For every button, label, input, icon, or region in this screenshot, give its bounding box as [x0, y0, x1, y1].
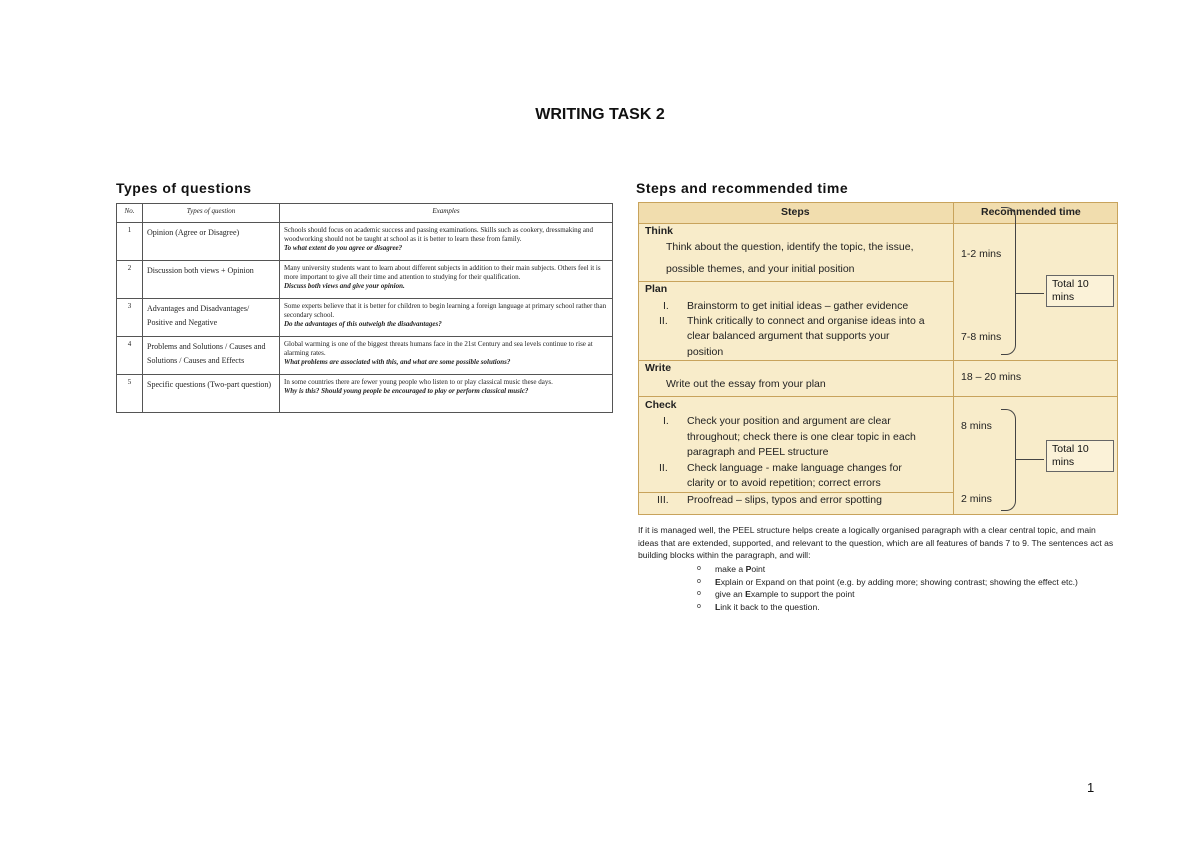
row-divider — [639, 396, 1117, 397]
brace-bottom — [1001, 409, 1016, 511]
row-divider — [639, 281, 954, 282]
column-divider — [953, 203, 954, 514]
table-row — [117, 375, 613, 413]
brace-tip — [1016, 459, 1044, 460]
think-line: Think about the question, identify the topic, the issue, — [666, 241, 914, 253]
peel-list — [697, 563, 1117, 613]
row-example: In some countries there are fewer young people who listen to or play classical music these days. Why is this? Should young people be encouraged to play or perform classical music? — [280, 375, 613, 413]
row-divider — [639, 492, 954, 493]
row-no: 2 — [117, 261, 143, 299]
row-type: Advantages and Disadvantages/ Positive and Negative — [143, 299, 280, 337]
list-item: o make a Point — [697, 563, 1117, 576]
page-title: WRITING TASK 2 — [535, 106, 665, 123]
row-type: Problems and Solutions / Causes and Solutions / Causes and Effects — [143, 337, 280, 375]
steps-heading: Steps and recommended time — [636, 180, 849, 196]
check-line: Check language - make language changes for — [687, 462, 902, 474]
check-line: Check your position and argument are clear — [687, 415, 891, 427]
write-label: Write — [645, 362, 672, 374]
header-steps: Steps — [781, 206, 810, 218]
check-label: Check — [645, 399, 677, 411]
row-type: Specific questions (Two-part question) — [143, 375, 280, 413]
table-row — [117, 223, 613, 261]
plan-num: I. — [663, 300, 669, 312]
row-no: 5 — [117, 375, 143, 413]
header-recommended-time: Recommended time — [981, 206, 1081, 218]
question-types-table — [116, 203, 613, 413]
write-line: Write out the essay from your plan — [666, 378, 826, 390]
table-row — [117, 299, 613, 337]
plan-time: 7-8 mins — [961, 331, 1002, 343]
row-example: Schools should focus on academic success and passing examinations. Skills such as cookery, dressmaking and woodworking should not be taught at school as it is better to learn these from family. To what extent do you agree or disagree? — [280, 223, 613, 261]
check-line: paragraph and PEEL structure — [687, 446, 829, 458]
list-item: o Explain or Expand on that point (e.g. by adding more; showing contrast; showing the effect etc.) — [697, 576, 1117, 589]
think-line: possible themes, and your initial position — [666, 263, 855, 275]
page-number: 1 — [1087, 780, 1095, 795]
row-type: Opinion (Agree or Disagree) — [143, 223, 280, 261]
table-row — [117, 261, 613, 299]
check-num: I. — [663, 415, 669, 427]
table-row — [117, 337, 613, 375]
check-num: III. — [657, 494, 669, 506]
plan-line: clear balanced argument that supports your — [687, 330, 890, 342]
list-item: o Link it back to the question. — [697, 601, 1117, 614]
row-no: 4 — [117, 337, 143, 375]
types-of-questions-heading: Types of questions — [116, 180, 252, 196]
check-line: clarity or to avoid repetition; correct errors — [687, 477, 881, 489]
row-type: Discussion both views + Opinion — [143, 261, 280, 299]
header-no: No. — [117, 204, 143, 223]
header-type: Types of question — [143, 204, 280, 223]
check-time: 2 mins — [961, 493, 992, 505]
row-divider — [639, 360, 1117, 361]
check-time: 8 mins — [961, 420, 992, 432]
plan-line: position — [687, 346, 724, 358]
brace-tip — [1016, 293, 1044, 294]
row-example: Global warming is one of the biggest threats humans face in the 21st Century and sea levels continue to rise at alarming rates. What problems are associated with this, and what are some possible solutions? — [280, 337, 613, 375]
row-example: Some experts believe that it is better for children to begin learning a foreign language at primary school rather than secondary school. Do the advantages of this outweigh the disadvantages? — [280, 299, 613, 337]
table-header-row — [117, 204, 613, 223]
plan-line: Brainstorm to get initial ideas – gather evidence — [687, 300, 909, 312]
list-item: o give an Example to support the point — [697, 588, 1117, 601]
plan-line: Think critically to connect and organise ideas into a — [687, 315, 925, 327]
row-example: Many university students want to learn about different subjects in addition to their main subjects. Others feel it is more important to give all their time and attention to studying for their qualification. Discuss both views and give your opinion. — [280, 261, 613, 299]
peel-intro: If it is managed well, the PEEL structure helps create a logically organised paragraph with a clear central topic, and main ideas that are extended, supported, and relevant to the question, which are all features of bands 7 to 9. The sentences act as building blocks within the paragraph, and will: — [638, 525, 1114, 561]
think-time: 1-2 mins — [961, 248, 1002, 260]
total-box-bottom: Total 10 mins — [1046, 440, 1114, 472]
plan-label: Plan — [645, 283, 668, 295]
steps-header-row — [639, 203, 1117, 224]
steps-time-table — [638, 202, 1118, 515]
think-label: Think — [645, 225, 673, 237]
brace-top — [1001, 207, 1016, 355]
row-no: 1 — [117, 223, 143, 261]
check-line: throughout; check there is one clear topic in each — [687, 431, 916, 443]
total-box-top: Total 10 mins — [1046, 275, 1114, 307]
write-time: 18 – 20 mins — [961, 371, 1022, 383]
check-line: Proofread – slips, typos and error spotting — [687, 494, 882, 506]
header-examples: Examples — [280, 204, 613, 223]
row-no: 3 — [117, 299, 143, 337]
check-num: II. — [659, 462, 668, 474]
plan-num: II. — [659, 315, 668, 327]
